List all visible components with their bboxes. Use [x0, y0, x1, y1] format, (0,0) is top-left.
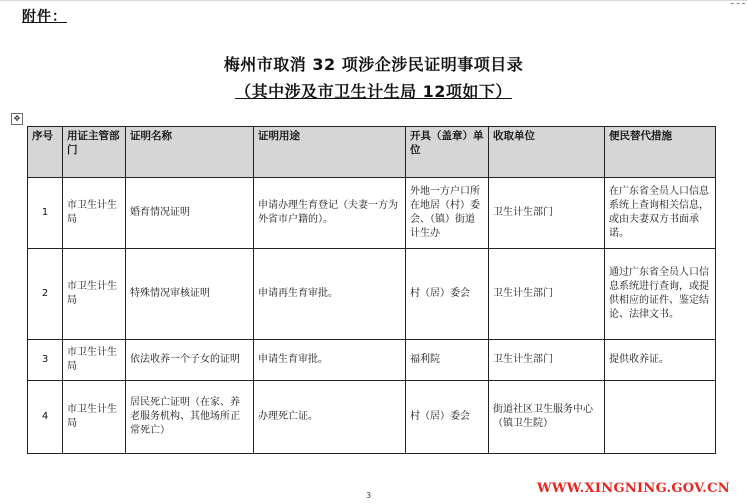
table-row [28, 340, 716, 381]
header-cell: 便民替代措施 [605, 127, 716, 178]
cell-certificate-name: 依法收养一个子女的证明 [126, 340, 254, 381]
certificate-table [27, 126, 716, 454]
cell-index: 2 [28, 249, 63, 340]
table-row [28, 249, 716, 340]
cell-department: 市卫生计生局 [63, 381, 126, 454]
table-row [28, 178, 716, 249]
source-watermark: WWW.XINGNING.GOV.CN [537, 481, 730, 496]
cell-receiver: 街道社区卫生服务中心（镇卫生院） [489, 381, 605, 454]
cell-alternative: 在广东省全员人口信息系统上查询相关信息，或由夫妻双方书面承诺。 [605, 178, 716, 249]
cell-alternative [605, 381, 716, 454]
cell-department: 市卫生计生局 [63, 249, 126, 340]
document-title: 梅州市取消 32 项涉企涉民证明事项目录 [223, 55, 524, 74]
subtitle-text: （其中涉及市卫生计生局 12项如下） [235, 82, 512, 101]
header-cell: 用证主管部门 [63, 127, 126, 178]
cell-certificate-name: 居民死亡证明（在家、养老服务机构、其他场所正常死亡） [126, 381, 254, 454]
cell-receiver: 卫生计生部门 [489, 340, 605, 381]
cell-purpose: 申请办理生育登记（夫妻一方为外省市户籍的）。 [254, 178, 406, 249]
document-subtitle [0, 79, 747, 102]
cell-index: 3 [28, 340, 63, 381]
cell-issuer: 福利院 [406, 340, 489, 381]
cell-certificate-name: 婚育情况证明 [126, 178, 254, 249]
cell-issuer: 外地一方户口所在地居（村）委会、（镇）街道计生办 [406, 178, 489, 249]
cell-issuer: 村（居）委会 [406, 381, 489, 454]
header-cell: 开具（盖章）单位 [406, 127, 489, 178]
cell-issuer: 村（居）委会 [406, 249, 489, 340]
cell-alternative: 提供收养证。 [605, 340, 716, 381]
cell-purpose: 办理死亡证。 [254, 381, 406, 454]
cell-index: 1 [28, 178, 63, 249]
cell-purpose: 申请生育审批。 [254, 340, 406, 381]
cell-alternative: 通过广东省全员人口信息系统进行查询，或提供相应的证件、鉴定结论、法律文书。 [605, 249, 716, 340]
table-header-row [28, 127, 716, 178]
header-cell: 证明用途 [254, 127, 406, 178]
page-corner-mark [731, 3, 745, 6]
cell-purpose: 申请再生育审批。 [254, 249, 406, 340]
table-move-handle-icon[interactable]: ✥ [11, 113, 23, 125]
header-cell: 收取单位 [489, 127, 605, 178]
cell-receiver: 卫生计生部门 [489, 249, 605, 340]
page-number: 3 [366, 491, 372, 500]
cell-department: 市卫生计生局 [63, 340, 126, 381]
cell-department: 市卫生计生局 [63, 178, 126, 249]
header-cell: 序号 [28, 127, 63, 178]
cell-index: 4 [28, 381, 63, 454]
annex-label: 附件： [22, 9, 67, 25]
page-top-border [0, 0, 747, 1]
cell-certificate-name: 特殊情况审核证明 [126, 249, 254, 340]
cell-receiver: 卫生计生部门 [489, 178, 605, 249]
header-cell: 证明名称 [126, 127, 254, 178]
table-row [28, 381, 716, 454]
